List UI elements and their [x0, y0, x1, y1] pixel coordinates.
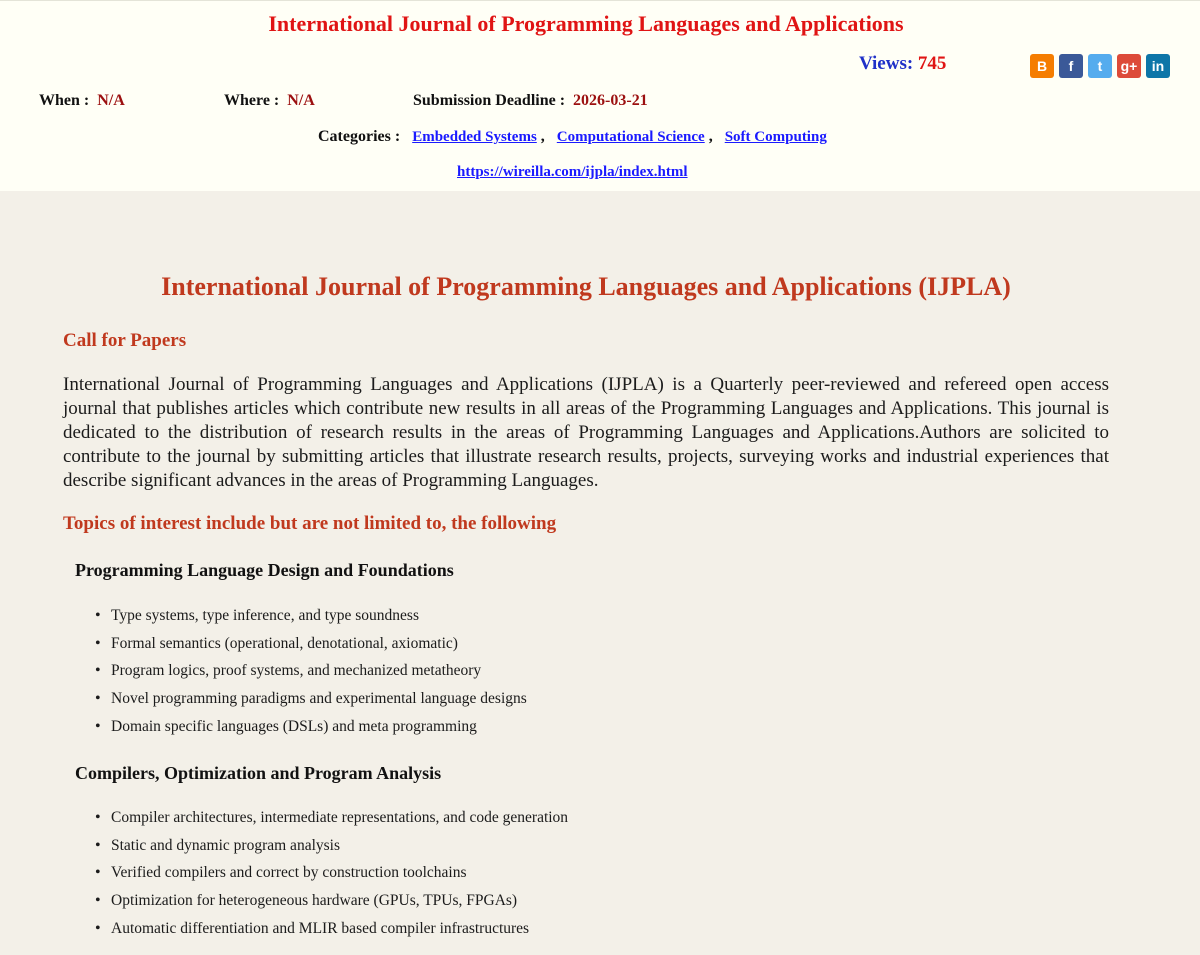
list-item: • Formal semantics (operational, denotational, axiomatic)	[93, 630, 527, 658]
google-plus-icon[interactable]: g+	[1117, 54, 1141, 78]
call-for-papers-heading: Call for Papers	[63, 330, 187, 351]
blogger-icon[interactable]: B	[1030, 54, 1054, 78]
where-value: N/A	[287, 92, 315, 109]
share-buttons	[1030, 54, 1170, 78]
page-title: International Journal of Programming Languages and Applications (IJPLA)	[161, 272, 1011, 301]
list-item: • Automatic differentiation and MLIR based compiler infrastructures	[93, 915, 568, 943]
facebook-icon[interactable]: f	[1059, 54, 1083, 78]
list-item: • Optimization for heterogeneous hardware (GPUs, TPUs, FPGAs)	[93, 887, 568, 915]
section-title: Programming Language Design and Foundations	[75, 560, 454, 580]
event-header	[0, 0, 1200, 191]
categories	[318, 128, 827, 146]
where-field	[224, 92, 315, 110]
deadline-field	[413, 92, 648, 110]
list-item: • Type systems, type inference, and type soundness	[93, 602, 527, 630]
topic-list	[93, 804, 568, 942]
category-link-computational-science[interactable]: Computational Science	[556, 129, 705, 145]
category-link-embedded-systems[interactable]: Embedded Systems	[412, 129, 537, 145]
when-label: When :	[39, 92, 90, 109]
intro-paragraph: International Journal of Programming Languages and Applications (IJPLA) is a Quarterly peer-reviewed and refereed open access journal that publishes articles which contribute new results in all areas of the Programming Languages and Applications. This journal is dedicated to the distribution of research results in the areas of Programming Languages and Applications.Authors are solicited to contribute to the journal by submitting articles that illustrate research results, projects, surveying works and industrial experiences that describe significant advances in the areas of Programming Languages.	[63, 374, 1109, 491]
category-link-soft-computing[interactable]: Soft Computing	[724, 129, 827, 145]
deadline-label: Submission Deadline :	[413, 92, 566, 109]
journal-website-link[interactable]: https://wireilla.com/ijpla/index.html	[457, 164, 688, 180]
list-item: • Static and dynamic program analysis	[93, 832, 568, 860]
views-counter	[859, 53, 946, 75]
topics-heading: Topics of interest include but are not limited to, the following	[63, 513, 557, 534]
topic-list	[93, 602, 527, 740]
section-title: Compilers, Optimization and Program Analysis	[75, 763, 442, 783]
when-field	[39, 92, 125, 110]
event-title: International Journal of Programming Languages and Applications	[268, 11, 904, 36]
list-item: • Program logics, proof systems, and mechanized metatheory	[93, 657, 527, 685]
deadline-value: 2026-03-21	[573, 92, 648, 109]
when-value: N/A	[97, 92, 125, 109]
views-label: Views:	[859, 53, 914, 74]
list-item: • Compiler architectures, intermediate representations, and code generation	[93, 804, 568, 832]
category-separator: ,	[540, 128, 545, 145]
views-count: 745	[917, 53, 947, 74]
where-label: Where :	[224, 92, 280, 109]
linkedin-icon[interactable]: in	[1146, 54, 1170, 78]
list-item: • Domain specific languages (DSLs) and meta programming	[93, 713, 527, 741]
categories-label: Categories :	[318, 128, 401, 145]
category-separator: ,	[708, 128, 713, 145]
list-item: • Novel programming paradigms and experimental language designs	[93, 685, 527, 713]
twitter-icon[interactable]: t	[1088, 54, 1112, 78]
list-item: • Verified compilers and correct by construction toolchains	[93, 859, 568, 887]
